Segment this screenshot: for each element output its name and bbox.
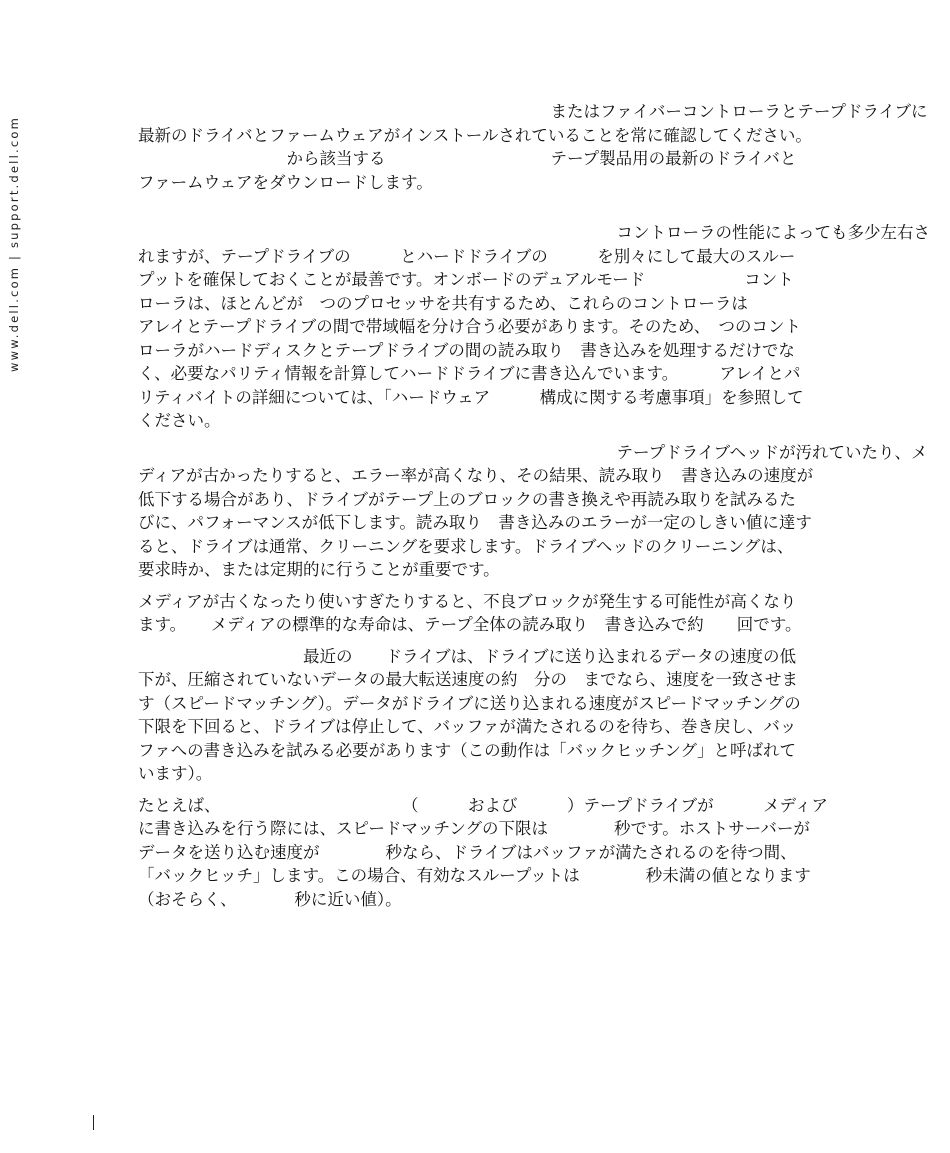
- text-line: プットを確保しておくことが最善です。オンボードのデュアルモード コント: [138, 270, 794, 289]
- paragraph-speed-matching: [138, 645, 883, 786]
- paragraph-head-cleaning: [138, 441, 928, 582]
- text-line: ます。 メディアの標準的な寿命は、テープ全体の読み取り 書き込みで約 回です。: [138, 615, 802, 634]
- text-line: たとえば、 （ および ）テープドライブが メディア: [138, 795, 828, 815]
- paragraph-media-lifespan: [138, 590, 883, 637]
- text-line: （おそらく、 秒に近い値）。: [138, 889, 402, 909]
- text-line: ファームウェアをダウンロードします。: [138, 172, 433, 192]
- text-line: 最新のドライバとファームウェアがインストールされていることを常に確認してください。: [138, 125, 812, 145]
- text-line: 下が、圧縮されていないデータの最大転送速度の約 分の までなら、速度を一致させま: [138, 670, 798, 689]
- text-line: ディアが古かったりすると、エラー率が高くなり、その結果、読み取り 書き込みの速度が: [138, 466, 814, 485]
- text-line: ファへの書き込みを試みる必要があります（この動作は「バックヒッチング」と呼ばれて: [138, 740, 797, 760]
- text-line: から該当する テープ製品用の最新のドライバと: [138, 149, 797, 168]
- text-line: メディアが古くなったり使いすぎたりすると、不良ブロックが発生する可能性が高くなり: [138, 591, 797, 611]
- text-line: リティバイトの詳細については、「ハードウェア 構成に関する考慮事項」を参照して: [138, 387, 804, 407]
- sidebar-url-text: www.dell.com | support.dell.com: [7, 116, 21, 372]
- text-line: テープドライブヘッドが汚れていたり、メ: [138, 442, 928, 462]
- text-line: 「バックヒッチ」します。この場合、有効なスループットは 秒未満の値となります: [138, 866, 811, 885]
- text-line: ローラは、ほとんどが つのプロセッサを共有するため、これらのコントローラは: [138, 293, 748, 313]
- text-line: く、必要なパリティ情報を計算してハードドライブに書き込んでいます。 アレイとパ: [138, 364, 801, 383]
- sidebar-url: [3, 104, 25, 384]
- paragraph-controller-throughput: [138, 221, 930, 433]
- text-line: 下限を下回ると、ドライブは停止して、バッファが満たされるのを待ち、巻き戻し、バッ: [138, 717, 797, 736]
- text-line: ください。: [138, 411, 221, 430]
- text-line: 最近の ドライブは、ドライブに送り込まれるデータの速度の低: [138, 646, 797, 666]
- text-line: います）。: [138, 764, 213, 783]
- text-line: れますが、テープドライブの とハードドライブの を別々にして最大のスルー: [138, 246, 796, 266]
- text-line: アレイとテープドライブの間で帯域幅を分け合う必要があります。そのため、 つのコント: [138, 317, 801, 336]
- text-line: に書き込みを行う際には、スピードマッチングの下限は 秒です。ホストサーバーが: [138, 819, 810, 838]
- paragraph-driver-firmware: [138, 100, 928, 194]
- footer-divider: [93, 1115, 94, 1130]
- text-line: ると、ドライブは通常、クリーニングを要求します。ドライブヘッドのクリーニングは、: [138, 536, 794, 556]
- text-line: データを送り込む速度が 秒なら、ドライブはバッファが満たされるのを待つ間、: [138, 842, 797, 862]
- text-line: ローラがハードディスクとテープドライブの間の読み取り 書き込みを処理するだけでな: [138, 340, 795, 360]
- text-line: 要求時か、または定期的に行うことが重要です。: [138, 560, 500, 579]
- paragraph-backhitch-example: [138, 794, 883, 912]
- text-line: コントローラの性能によっても多少左右さ: [138, 223, 930, 242]
- text-line: す（スピードマッチング）。データがドライブに送り込まれる速度がスピードマッチングの: [138, 693, 801, 713]
- text-line: 低下する場合があり、ドライブがテープ上のブロックの書き換えや再読み取りを試みるた: [138, 489, 796, 509]
- text-line: またはファイバーコントローラとテープドライブに: [138, 102, 928, 121]
- document-body: [138, 100, 930, 919]
- text-line: びに、パフォーマンスが低下します。読み取り 書き込みのエラーが一定のしきい値に達す: [138, 513, 812, 532]
